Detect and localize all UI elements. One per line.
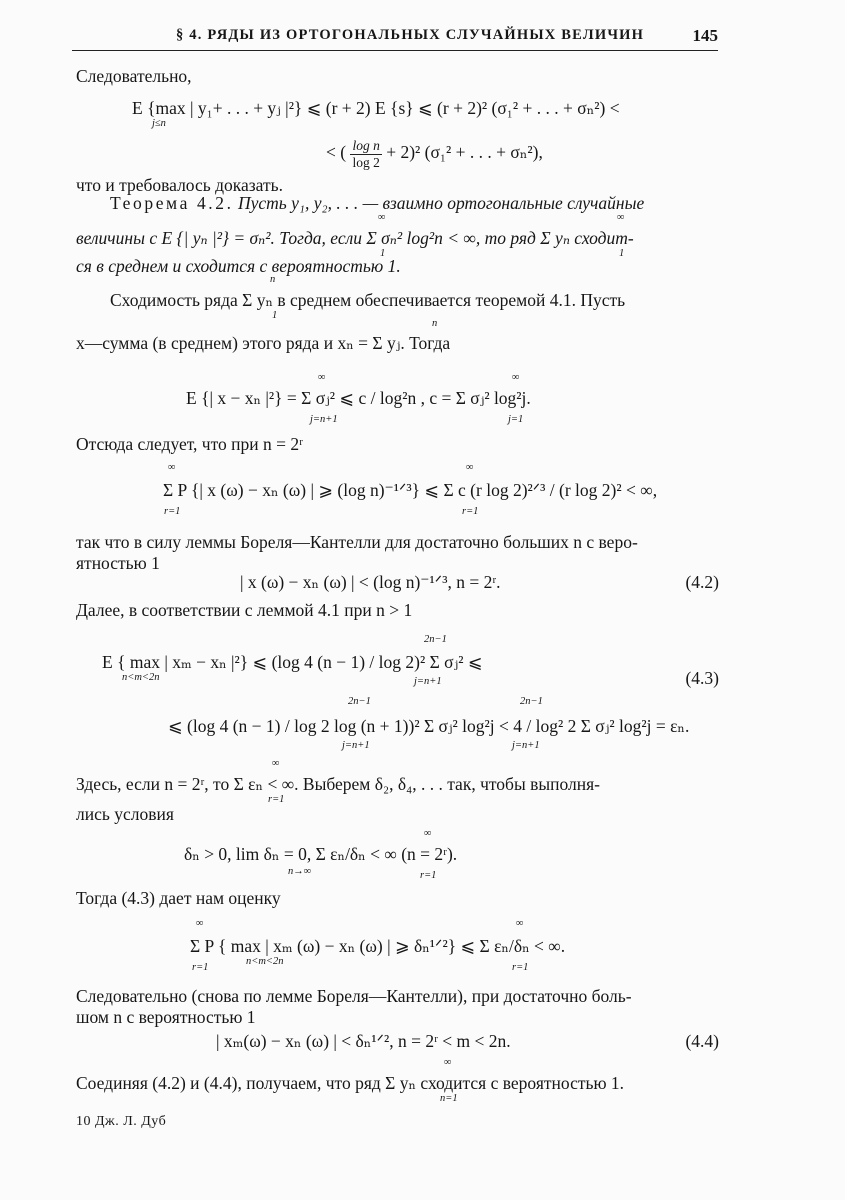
estimate-equation: Σ P { max | xₘ (ω) − xₙ (ω) | ⩾ δₙ¹ᐟ²} ⩽ Σ εₙ/δₙ < ∞. <box>190 936 566 956</box>
equation-4-3-line-2: ⩽ (log 4 (n − 1) / log 2 log (n + 1))² Σ σⱼ² log²j < 4 / log² 2 Σ σⱼ² log²j = εₙ. <box>168 716 690 736</box>
equation-2: E {| x − xₙ |²} = Σ σⱼ² ⩽ c / log²n , c = Σ σⱼ² log²j. <box>186 388 531 408</box>
sled-line-1: Следовательно (снова по лемме Бореля—Кантелли), при достаточно боль- <box>76 986 632 1006</box>
final-sum-top: ∞ <box>444 1057 452 1068</box>
equation-2-sum-top: ∞ <box>318 372 326 383</box>
equation-3-sum-bottom: r=1 <box>164 506 181 517</box>
zdes-line-2: лись условия <box>76 804 174 824</box>
equation-4-3-line-1: E { max | xₘ − xₙ |²} ⩽ (log 4 (n − 1) / log 2)² Σ σⱼ² ⩽ <box>102 652 483 672</box>
equation-3-sum-top: ∞ <box>168 462 176 473</box>
conditions-lim-sub: n→∞ <box>288 866 312 877</box>
equation-1-close: + 2)² (σ₁² + . . . + σₙ²), <box>386 142 543 163</box>
equation-1-open: < ( <box>326 142 347 163</box>
equation-3-sum2-top: ∞ <box>466 462 474 473</box>
equation-2-sum2-bottom: j=1 <box>508 414 524 425</box>
proof-sum-top: n <box>270 274 276 285</box>
theorem-sum2-bottom: 1 <box>619 248 625 259</box>
proof-line-2: x—сумма (в среднем) этого ряда и xₙ = Σ yⱼ. Тогда <box>76 333 451 353</box>
equation-1-frac-num: log n <box>352 138 380 153</box>
equation-4-2: | x (ω) − xₙ (ω) | < (log n)⁻¹ᐟ³, n = 2ʳ. <box>240 572 501 592</box>
running-head <box>72 22 718 51</box>
theorem-4-2-line-1 <box>110 193 644 214</box>
equation-1-frac-den: log 2 <box>352 154 380 170</box>
final-sum-bottom: n=1 <box>440 1093 458 1104</box>
proof-sum-bottom: 1 <box>272 310 278 321</box>
equation-4-3-max-sub: n<m<2n <box>122 672 160 683</box>
equation-1-max-subscript: j≤n <box>152 118 166 129</box>
estimate-sum-bottom: r=1 <box>192 962 209 973</box>
dalee-line: Далее, в соответствии с леммой 4.1 при n > 1 <box>76 600 413 620</box>
otsyuda-line: Отсюда следует, что при n = 2ʳ <box>76 434 303 454</box>
equation-1-line-2 <box>326 138 543 170</box>
zdes-sum-bottom: r=1 <box>268 794 285 805</box>
equation-4-2-number: (4.2) <box>685 572 719 592</box>
final-line: Соединяя (4.2) и (4.4), получаем, что ряд Σ yₙ сходится с вероятностью 1. <box>76 1073 625 1093</box>
equation-4-3-number: (4.3) <box>685 668 719 688</box>
equation-2-sum-bottom: j=n+1 <box>310 414 338 425</box>
qed-line: что и требовалось доказать. <box>76 175 284 195</box>
theorem-4-2-line-3: ся в среднем и сходится с вероятностью 1. <box>76 256 401 276</box>
footer-signature: 10 Дж. Л. Дуб <box>76 1114 167 1129</box>
equation-1-fraction <box>350 138 381 170</box>
running-title: § 4. РЯДЫ ИЗ ОРТОГОНАЛЬНЫХ СЛУЧАЙНЫХ ВЕЛИЧИН <box>176 27 645 43</box>
equation-4-3-sum3-top: 2n−1 <box>520 696 543 707</box>
conditions-sum-top: ∞ <box>424 828 432 839</box>
sled-line-2: шом n с вероятностью 1 <box>76 1007 256 1027</box>
paragraph-sledovatelno: Следовательно, <box>76 66 192 86</box>
estimate-max-sub: n<m<2n <box>246 956 284 967</box>
equation-4-3-sum-top: 2n−1 <box>424 634 447 645</box>
equation-4-3-sum3-bottom: j=n+1 <box>512 740 540 751</box>
theorem-sum-bottom: 1 <box>380 248 386 259</box>
theorem-sum2-top: ∞ <box>617 212 625 223</box>
proof-sum2-top: n <box>432 318 438 329</box>
conditions-line: δₙ > 0, lim δₙ = 0, Σ εₙ/δₙ < ∞ (n = 2ʳ). <box>184 844 458 864</box>
equation-4-3-sum2-bottom: j=n+1 <box>342 740 370 751</box>
estimate-sum2-top: ∞ <box>516 918 524 929</box>
theorem-label: Теорема 4.2. <box>110 193 234 213</box>
theorem-sum-top: ∞ <box>378 212 386 223</box>
conditions-sum-bottom: r=1 <box>420 870 437 881</box>
equation-2-sum2-top: ∞ <box>512 372 520 383</box>
equation-4-4: | xₘ(ω) − xₙ (ω) | < δₙ¹ᐟ², n = 2ʳ < m < 2n. <box>216 1031 511 1051</box>
estimate-sum2-bottom: r=1 <box>512 962 529 973</box>
estimate-sum-top: ∞ <box>196 918 204 929</box>
equation-3: Σ P {| x (ω) − xₙ (ω) | ⩾ (log n)⁻¹ᐟ³} ⩽ Σ c (r log 2)²ᐟ³ / (r log 2)² < ∞, <box>163 480 658 500</box>
zdes-sum-top: ∞ <box>272 758 280 769</box>
equation-4-4-number: (4.4) <box>685 1031 719 1051</box>
zdes-line-1: Здесь, если n = 2ʳ, то Σ εₙ < ∞. Выберем δ₂, δ₄, . . . так, чтобы выполня- <box>76 774 600 794</box>
equation-4-3-sum2-top: 2n−1 <box>348 696 371 707</box>
equation-4-3-sum-bottom: j=n+1 <box>414 676 442 687</box>
tak-line-2: ятностью 1 <box>76 553 160 573</box>
theorem-text-1: Пусть y₁, y₂, . . . — взаимно ортогональные случайные <box>237 193 645 213</box>
page-number: 145 <box>692 26 718 45</box>
tak-line-1: так что в силу леммы Бореля—Кантелли для достаточно больших n с веро- <box>76 532 638 552</box>
equation-3-sum2-bottom: r=1 <box>462 506 479 517</box>
togda-line: Тогда (4.3) дает нам оценку <box>76 888 281 908</box>
proof-line-1: Сходимость ряда Σ yₙ в среднем обеспечивается теоремой 4.1. Пусть <box>110 290 626 310</box>
theorem-4-2-line-2: величины с E {| yₙ |²} = σₙ². Тогда, если Σ σₙ² log²n < ∞, то ряд Σ yₙ сходит- <box>76 228 634 248</box>
equation-1-line-1: E {max | y₁+ . . . + yⱼ |²} ⩽ (r + 2) E {s} ⩽ (r + 2)² (σ₁² + . . . + σₙ²) < <box>132 98 620 118</box>
